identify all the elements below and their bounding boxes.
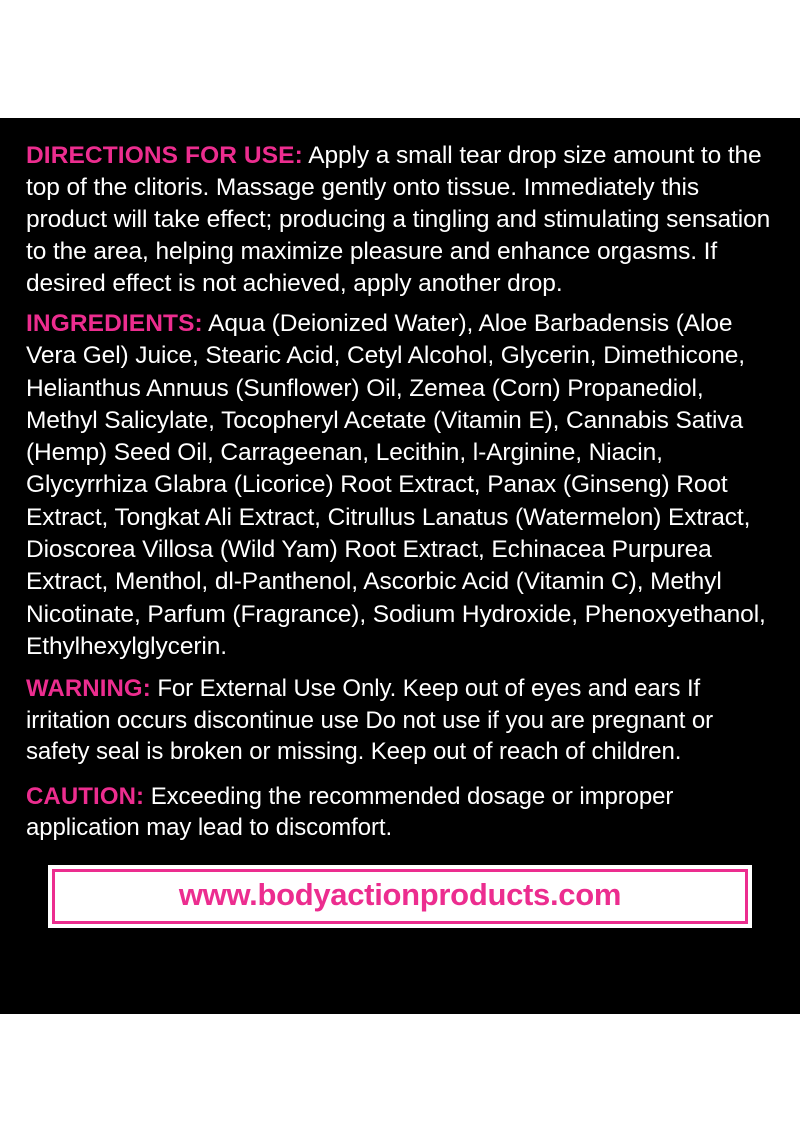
- caution-section: [26, 781, 774, 843]
- warning-heading: WARNING:: [26, 675, 151, 703]
- website-url[interactable]: www.bodyactionproducts.com: [178, 877, 622, 913]
- ingredients-heading: INGREDIENTS:: [26, 309, 203, 337]
- directions-heading: DIRECTIONS FOR USE:: [26, 142, 303, 169]
- warning-text: For External Use Only. Keep out of eyes and ears If irritation occurs discontinue use Do not use if you are pregnant or safety seal is broken or missing. Keep out of reach of children.: [26, 675, 714, 765]
- caution-heading: CAUTION:: [26, 783, 145, 811]
- warning-section: [26, 673, 774, 767]
- directions-section: [26, 140, 774, 300]
- ingredients-text: Aqua (Deionized Water), Aloe Barbadensis (Aloe Vera Gel) Juice, Stearic Acid, Cetyl Alcohol, Glycerin, Dimethicone, Helianthus Annuus (Sunflower) Oil, Zemea (Corn) Propanediol, Methyl Salicylate, Tocopheryl Acetate (Vitamin E), Cannabis Sativa (Hemp) Seed Oil, Carrageenan, Lecithin, l-Arginine, Niacin, Glycyrrhiza Glabra (Licorice) Root Extract, Panax (Ginseng) Root Extract, Tongkat Ali Extract, Citrullus Lanatus (Watermelon) Extract, Dioscorea Villosa (Wild Yam) Root Extract, Echinacea Purpurea Extract, Menthol, dl-Panthenol, Ascorbic Acid (Vitamin C), Methyl Nicotinate, Parfum (Fragrance), Sodium Hydroxide, Phenoxyethanol, Ethylhexylglycerin.: [26, 309, 766, 661]
- website-banner-inner: [52, 869, 748, 924]
- website-banner: [48, 865, 752, 928]
- directions-text: Apply a small tear drop size amount to the top of the clitoris. Massage gently onto tissue. Immediately this product will take effect; producing a tingling and stimulating sensation to the area, helping maximize pleasure and enhance orgasms. If desired effect is not achieved, apply another drop.: [26, 142, 771, 297]
- ingredients-section: [26, 308, 774, 664]
- caution-text: Exceeding the recommended dosage or improper application may lead to discomfort.: [26, 783, 674, 842]
- product-label-panel: [0, 118, 800, 1014]
